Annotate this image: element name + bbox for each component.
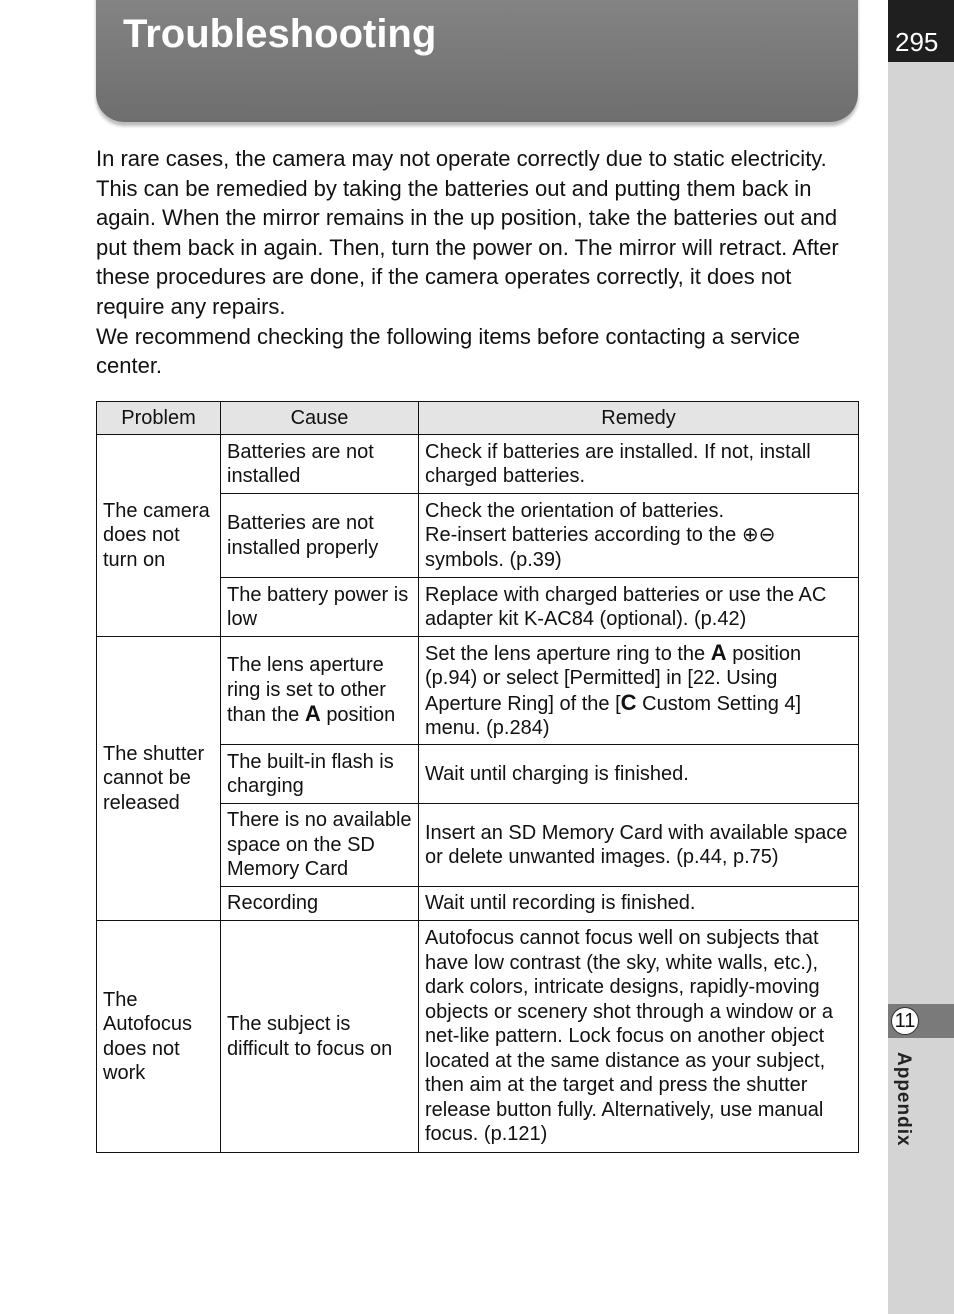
remedy-cell <box>419 637 859 745</box>
problem-cell: The shutter cannot be released <box>97 637 221 921</box>
remedy-text: Set the lens aperture ring to the <box>425 642 706 665</box>
remedy-text: symbols. (p.39) <box>425 548 562 571</box>
remedy-cell: Check if batteries are installed. If not, install charged batteries. <box>419 435 859 494</box>
table-header-row <box>97 402 859 435</box>
remedy-text: position (p.94) or select [Permitted] in [22. Using Aperture Ring] of the [ <box>425 642 802 715</box>
remedy-cell: Replace with charged batteries or use the AC adapter kit K-AC84 (optional). (p.42) <box>419 578 859 637</box>
custom-setting-icon: C <box>620 689 637 715</box>
cause-text: The lens aperture ring is set to other than the <box>227 654 386 727</box>
remedy-text: Re-insert batteries according to the <box>425 524 737 547</box>
table-row <box>97 637 859 745</box>
problem-cell: The Autofocus does not work <box>97 921 221 1153</box>
page-number: 295 <box>888 0 954 62</box>
intro-paragraph-2: We recommend checking the following items before contacting a service center. <box>96 323 800 379</box>
remedy-cell <box>419 494 859 578</box>
remedy-cell: Autofocus cannot focus well on subjects that have low contrast (the sky, white walls, etc.), dark colors, intricate designs, rapidly-moving objects or scenery shot through a window or a net-like pattern. Lock focus on another object located at the same distance as your subject, then aim at the target and press the shutter release button fully. Alternatively, use manual focus. (p.121) <box>419 921 859 1153</box>
remedy-cell: Wait until charging is finished. <box>419 745 859 804</box>
header-problem: Problem <box>97 402 221 435</box>
cause-cell: The built-in flash is charging <box>221 745 419 804</box>
remedy-text: Check the orientation of batteries. <box>425 499 725 522</box>
intro-text <box>96 144 862 381</box>
cause-cell <box>221 637 419 745</box>
aperture-auto-icon: A <box>304 701 321 727</box>
cause-text: position <box>326 704 396 727</box>
cause-cell: Batteries are not installed properly <box>221 494 419 578</box>
cause-cell: The battery power is low <box>221 578 419 637</box>
cause-cell: Recording <box>221 887 419 921</box>
troubleshooting-table <box>96 401 859 1153</box>
battery-polarity-icon: ⊕⊖ <box>741 524 776 547</box>
header-remedy: Remedy <box>419 402 859 435</box>
intro-paragraph-1: In rare cases, the camera may not operate correctly due to static electricity. This can be remedied by taking the batteries out and putting them back in again. When the mirror remains in the up position, take the batteries out and put them back in again. Then, turn the power on. The mirror will retract. After these procedures are done, if the camera operates correctly, it does not require any repairs. <box>96 146 839 319</box>
remedy-text: Custom Setting 4] menu. (p.284) <box>425 692 802 739</box>
chapter-label: Appendix <box>893 1052 914 1147</box>
aperture-auto-icon: A <box>710 639 727 665</box>
remedy-cell: Insert an SD Memory Card with available space or delete unwanted images. (p.44, p.75) <box>419 804 859 887</box>
cause-cell: There is no available space on the SD Memory Card <box>221 804 419 887</box>
page-title: Troubleshooting <box>123 12 437 56</box>
chapter-number: 11 <box>891 1007 919 1035</box>
remedy-cell: Wait until recording is finished. <box>419 887 859 921</box>
table-row <box>97 435 859 494</box>
cause-cell: Batteries are not installed <box>221 435 419 494</box>
table-row <box>97 921 859 1153</box>
cause-cell: The subject is difficult to focus on <box>221 921 419 1153</box>
problem-cell: The camera does not turn on <box>97 435 221 637</box>
header-cause: Cause <box>221 402 419 435</box>
